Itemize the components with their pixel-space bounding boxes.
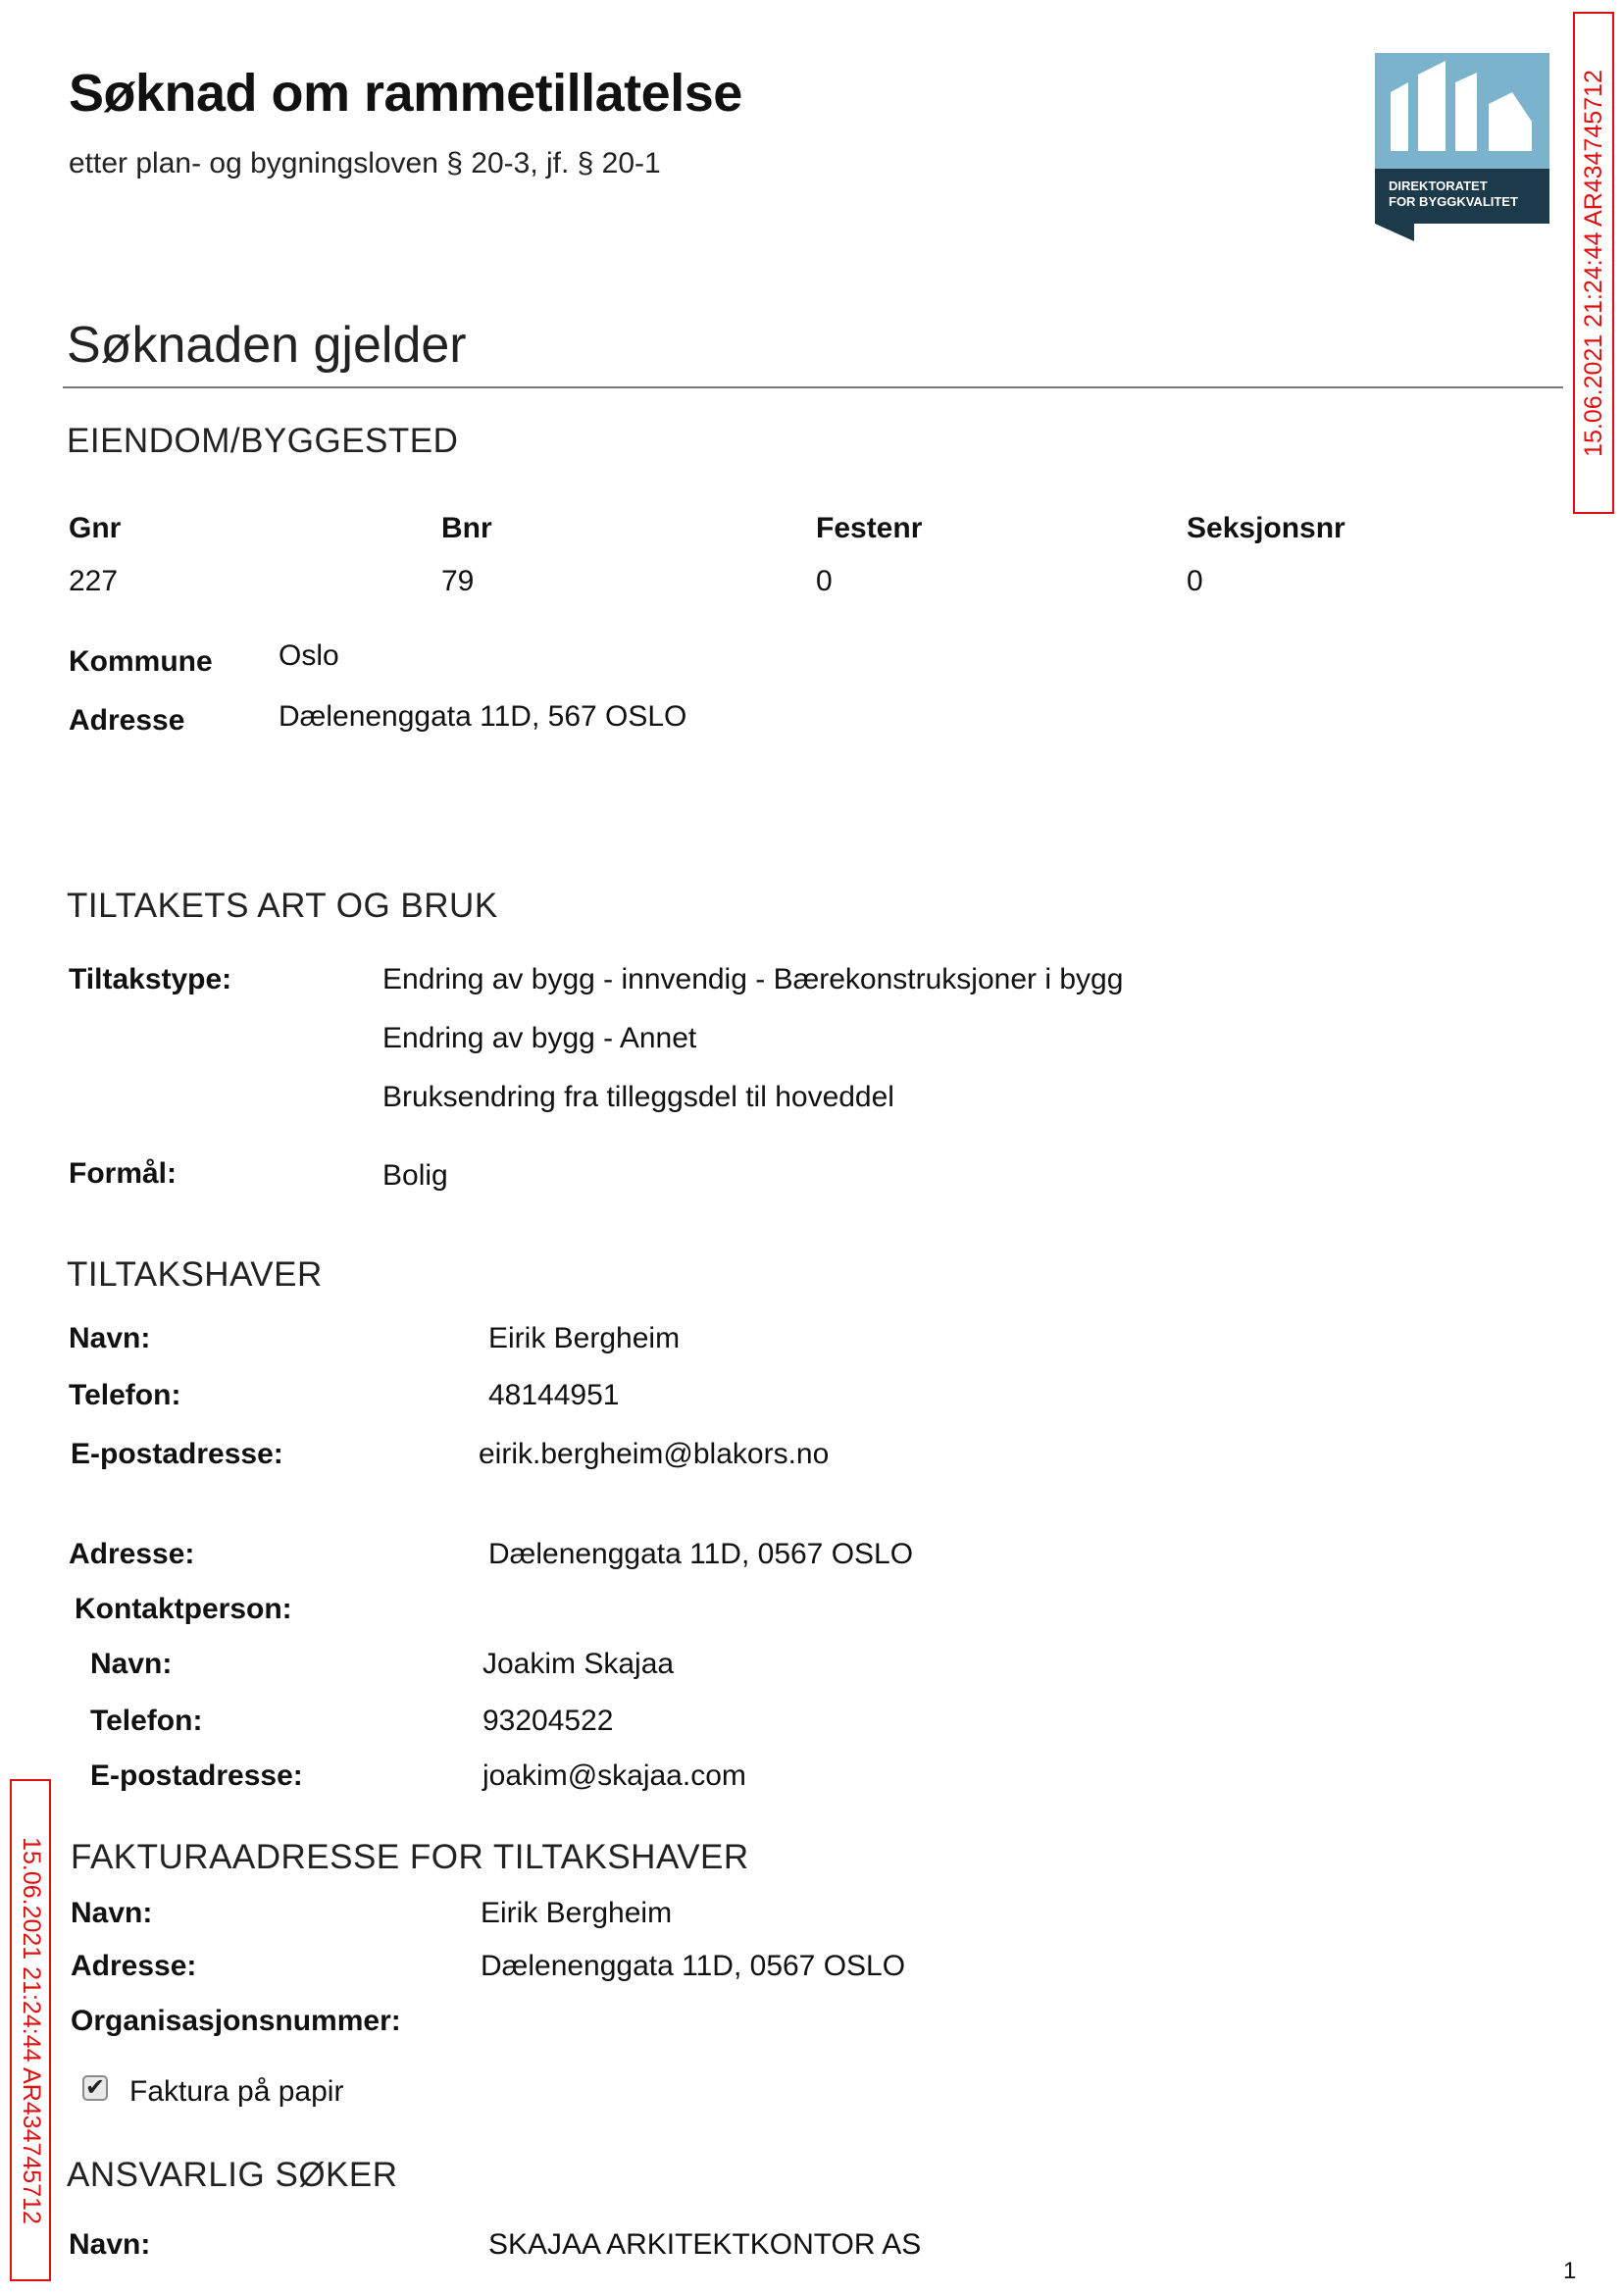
value-adresse: Dælenenggata 11D, 567 OSLO xyxy=(279,700,687,733)
tiltakstype-item: Bruksendring fra tilleggsdel til hoveddel xyxy=(382,1081,894,1113)
document-subtitle: etter plan- og bygningsloven § 20-3, jf. § 20-1 xyxy=(69,147,661,179)
value-faktura-adresse: Dælenenggata 11D, 0567 OSLO xyxy=(481,1950,906,1982)
heading-tiltak: TILTAKETS ART OG BRUK xyxy=(67,887,498,925)
document-title: Søknad om rammetillatelse xyxy=(69,64,742,123)
label-gnr: Gnr xyxy=(69,512,122,544)
value-epost: eirik.bergheim@blakors.no xyxy=(479,1438,830,1470)
label-telefon: Telefon: xyxy=(69,1379,181,1411)
value-kontakt-epost: joakim@skajaa.com xyxy=(482,1759,746,1792)
label-kontakt-epost: E-postadresse: xyxy=(90,1759,303,1792)
label-epost: E-postadresse: xyxy=(71,1438,283,1470)
logo-text-1: DIREKTORATET xyxy=(1389,178,1488,193)
value-kontakt-navn: Joakim Skajaa xyxy=(482,1648,675,1680)
label-bnr: Bnr xyxy=(441,512,492,544)
heading-ansvarlig: ANSVARLIG SØKER xyxy=(67,2156,398,2194)
timestamp-stamp-right xyxy=(1573,12,1614,514)
label-faktura-navn: Navn: xyxy=(71,1897,153,1929)
value-navn: Eirik Bergheim xyxy=(488,1322,681,1354)
label-festenr: Festenr xyxy=(816,512,923,544)
stamp-text: 15.06.2021 21:24:44 AR434745712 xyxy=(17,1836,45,2224)
label-ansvarlig-navn: Navn: xyxy=(69,2228,151,2261)
stamp-text: 15.06.2021 21:24:44 AR434745712 xyxy=(1579,69,1607,457)
dibk-logo xyxy=(1375,53,1549,241)
value-telefon: 48144951 xyxy=(488,1379,620,1411)
label-kontaktperson: Kontaktperson: xyxy=(75,1593,292,1625)
tiltakstype-item: Endring av bygg - Annet xyxy=(382,1022,697,1054)
value-formaal: Bolig xyxy=(382,1159,448,1192)
value-gnr: 227 xyxy=(69,565,119,597)
label-navn: Navn: xyxy=(69,1322,151,1354)
label-adresse: Adresse: xyxy=(69,1538,195,1570)
value-ansvarlig-navn: SKAJAA ARKITEKTKONTOR AS xyxy=(488,2228,922,2261)
section-title: Søknaden gjelder xyxy=(67,317,467,374)
label-adresse: Adresse xyxy=(69,704,185,737)
value-seksjonsnr: 0 xyxy=(1187,565,1203,597)
logo-text-2: FOR BYGGKVALITET xyxy=(1389,194,1518,209)
faktura-papir-label: Faktura på papir xyxy=(129,2075,344,2108)
value-adresse: Dælenenggata 11D, 0567 OSLO xyxy=(488,1538,914,1570)
value-kommune: Oslo xyxy=(279,639,339,672)
label-formaal: Formål: xyxy=(69,1157,178,1190)
faktura-papir-checkbox[interactable]: ✔ xyxy=(82,2075,108,2101)
dibk-logo-icon xyxy=(1375,53,1549,241)
section-divider xyxy=(63,386,1563,388)
label-seksjonsnr: Seksjonsnr xyxy=(1187,512,1345,544)
heading-eiendom: EIENDOM/BYGGESTED xyxy=(67,422,459,460)
heading-tiltakshaver: TILTAKSHAVER xyxy=(67,1255,323,1294)
label-kontakt-telefon: Telefon: xyxy=(90,1705,203,1737)
label-kommune: Kommune xyxy=(69,645,213,678)
label-organisasjonsnummer: Organisasjonsnummer: xyxy=(71,2005,401,2037)
label-faktura-adresse: Adresse: xyxy=(71,1950,197,1982)
label-kontakt-navn: Navn: xyxy=(90,1648,173,1680)
timestamp-stamp-left xyxy=(10,1779,51,2281)
value-faktura-navn: Eirik Bergheim xyxy=(481,1897,673,1929)
value-kontakt-telefon: 93204522 xyxy=(482,1705,614,1737)
heading-faktura: FAKTURAADRESSE FOR TILTAKSHAVER xyxy=(71,1838,749,1876)
value-festenr: 0 xyxy=(816,565,833,597)
page-number: 1 xyxy=(1563,2258,1577,2284)
tiltakstype-item: Endring av bygg - innvendig - Bærekonstruksjoner i bygg xyxy=(382,963,1124,995)
value-bnr: 79 xyxy=(441,565,475,597)
label-tiltakstype: Tiltakstype: xyxy=(69,963,232,995)
